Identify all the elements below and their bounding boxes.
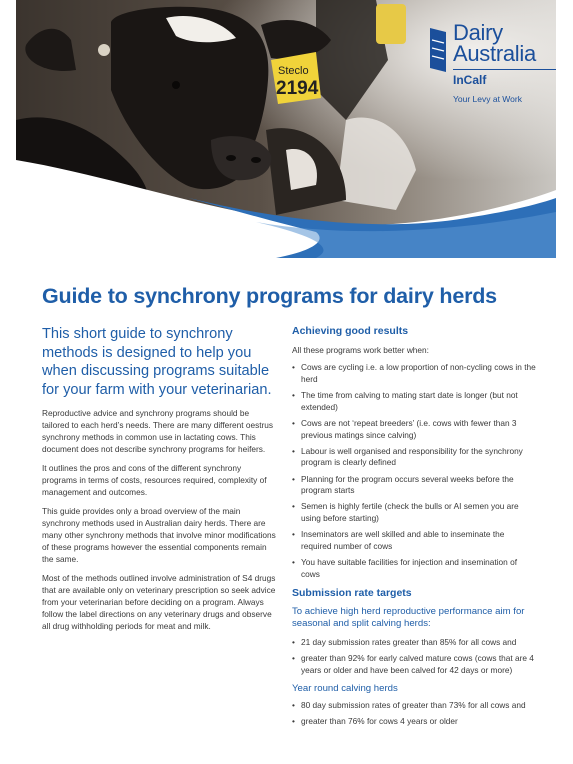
body-paragraph: Most of the methods outlined involve administration of S4 drugs that are available only on veterinary prescription so seek advice from your veterinarian before deciding on a program. Always follow the label directions on any veterinary drugs and observe all drug withholding periods for meat and milk. bbox=[42, 573, 276, 632]
list-item-text: greater than 92% for early calved mature cows (cows that are 4 years or older and have been calved for 42 days or more) bbox=[301, 653, 534, 675]
section-lead: All these programs work better when: bbox=[292, 345, 429, 355]
list-item: • Cows are cycling i.e. a low proportion of non-cycling cows in the herd bbox=[292, 362, 536, 384]
list-item: • greater than 76% for cows 4 years or older bbox=[292, 715, 458, 726]
intro-statement: This short guide to synchrony methods is designed to help you when discussing programs suitable for your farm with your veterinarian. bbox=[42, 326, 272, 398]
achieving-list bbox=[292, 362, 537, 581]
year-round-list bbox=[292, 700, 537, 728]
brand-program: InCalf bbox=[453, 73, 487, 87]
list-item-text: Inseminators are well skilled and able to inseminate the required number of cows bbox=[301, 529, 505, 552]
list-item: • greater than 92% for early calved mature cows (cows that are 4 years or older and have been calved for 42 days or more) bbox=[292, 653, 534, 675]
list-item-text: Labour is well organised and responsibility for the synchrony program is clearly defined bbox=[301, 445, 523, 468]
logo-mark-icon bbox=[428, 26, 448, 74]
section-heading-achieving: Achieving good results bbox=[292, 325, 409, 337]
list-item: • Planning for the program occurs several weeks before the program starts bbox=[292, 473, 514, 496]
list-item: • 21 day submission rates greater than 85% for all cows and bbox=[292, 637, 517, 648]
submission-list bbox=[292, 637, 537, 677]
list-item: • Labour is well organised and responsibility for the synchrony program is clearly defined bbox=[292, 445, 523, 468]
list-item-text: 21 day submission rates greater than 85% for all cows and bbox=[301, 637, 517, 648]
body-paragraph: This guide provides only a broad overview of the main synchrony methods used in Australian dairy herds. There are many other synchrony methods that involve minor modifications of these programs however the essential components remain the same. bbox=[42, 506, 276, 565]
ear-tag bbox=[271, 52, 321, 104]
list-item-text: The time from calving to mating start date is longer (but not extended) bbox=[301, 389, 518, 412]
list-item-text: Cows are cycling i.e. a low proportion of non-cycling cows in the herd bbox=[301, 362, 536, 384]
body-paragraph: Reproductive advice and synchrony programs should be tailored to each herd’s needs. There are many different oestrus synchrony methods in common use in lactating cows. This document does not describe synchrony programs for heifers. bbox=[42, 408, 274, 455]
list-item: • Cows are not ‘repeat breeders’ (i.e. cows with fewer than 3 previous matings since calving) bbox=[292, 417, 517, 440]
brand-name-line1: Dairy bbox=[453, 20, 503, 45]
list-item-text: greater than 76% for cows 4 years or older bbox=[301, 715, 458, 726]
list-item: • You have suitable facilities for injection and insemination of cows bbox=[292, 557, 518, 580]
year-round-heading: Year round calving herds bbox=[292, 682, 398, 694]
list-item-text: 80 day submission rates of greater than 73% for all cows and bbox=[301, 699, 526, 710]
brand-tagline: Your Levy at Work bbox=[453, 94, 522, 104]
list-item-text: Semen is highly fertile (check the bulls or AI semen you are using before starting) bbox=[301, 501, 519, 524]
brand-name bbox=[453, 22, 556, 64]
brand-divider bbox=[453, 69, 556, 70]
brand-name-line2: Australia bbox=[453, 41, 536, 66]
list-item: • The time from calving to mating start date is longer (but not extended) bbox=[292, 389, 518, 412]
section-heading-submission: Submission rate targets bbox=[292, 586, 412, 599]
body-paragraph: It outlines the pros and cons of the different synchrony programs in terms of costs, resources required, complexity of management and outcomes. bbox=[42, 463, 267, 498]
right-column bbox=[292, 325, 537, 734]
page-title: Guide to synchrony programs for dairy herds bbox=[42, 284, 497, 308]
list-item-text: You have suitable facilities for injection and insemination of cows bbox=[301, 557, 518, 580]
left-column bbox=[42, 325, 277, 639]
ear-tag-number: 2194 bbox=[276, 78, 319, 99]
list-item-text: Planning for the program occurs several weeks before the program starts bbox=[301, 473, 514, 496]
ear-tag-name: Steclo bbox=[278, 65, 309, 77]
list-item: • Inseminators are well skilled and able to inseminate the required number of cows bbox=[292, 529, 505, 552]
list-item: • Semen is highly fertile (check the bulls or AI semen you are using before starting) bbox=[292, 501, 519, 524]
list-item: • 80 day submission rates of greater than 73% for all cows and bbox=[292, 699, 526, 710]
submission-lead: To achieve high herd reproductive performance aim for seasonal and split calving herds: bbox=[292, 605, 525, 630]
list-item-text: Cows are not ‘repeat breeders’ (i.e. cows with fewer than 3 previous matings since calving) bbox=[301, 417, 517, 440]
hero-photo bbox=[16, 0, 556, 258]
